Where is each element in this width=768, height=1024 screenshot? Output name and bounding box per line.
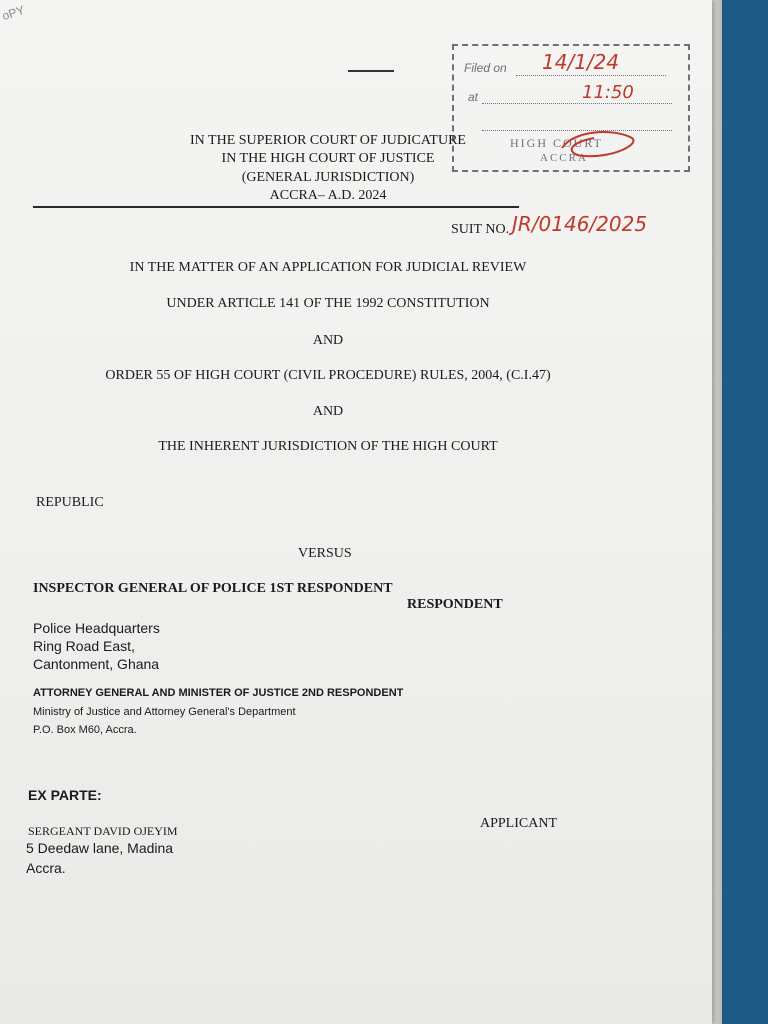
versus-label: VERSUS	[298, 546, 352, 561]
stamp-court-line: HIGH COURT	[510, 136, 603, 150]
header-line-2: IN THE HIGH COURT OF JUSTICE	[221, 151, 435, 166]
first-respondent-name: INSPECTOR GENERAL OF POLICE 1ST RESPONDENT	[33, 581, 393, 596]
corner-mark: oPY	[0, 2, 27, 24]
stamp-city-line: ACCRA	[540, 152, 588, 164]
matter-line-1: IN THE MATTER OF AN APPLICATION FOR JUDICIAL REVIEW	[129, 260, 527, 275]
header-line-4: ACCRA– A.D. 2024	[269, 188, 387, 203]
second-respondent-name: ATTORNEY GENERAL AND MINISTER OF JUSTICE 2ND RESPONDENT	[33, 687, 404, 699]
matter-and-1: AND	[312, 333, 344, 348]
suit-number: JR/0146/2025	[512, 212, 648, 236]
second-respondent-address-2: P.O. Box M60, Accra.	[33, 724, 137, 736]
applicant-address-2: Accra.	[26, 860, 66, 876]
applicant-role: APPLICANT	[480, 816, 558, 831]
first-respondent-role: RESPONDENT	[407, 597, 503, 612]
first-respondent-address-3: Cantonment, Ghana	[33, 656, 160, 672]
republic-label: REPUBLIC	[36, 495, 104, 510]
applicant-name: SERGEANT DAVID OJEYIM	[28, 824, 178, 838]
stamp-handwritten-time: 11:50	[582, 82, 634, 103]
matter-line-4: THE INHERENT JURISDICTION OF THE HIGH COURT	[158, 439, 498, 454]
header-line-3: (GENERAL JURISDICTION)	[241, 170, 415, 185]
suit-label: SUIT NO.	[451, 222, 510, 237]
signature-scribble-icon	[554, 126, 640, 162]
first-respondent-address-1: Police Headquarters	[33, 620, 160, 636]
second-respondent-address-1: Ministry of Justice and Attorney General's Department	[33, 706, 296, 718]
header-rule	[33, 206, 519, 208]
matter-line-3: ORDER 55 OF HIGH COURT (CIVIL PROCEDURE) RULES, 2004, (C.I.47)	[105, 368, 551, 383]
applicant-address-1: 5 Deedaw lane, Madina	[26, 840, 174, 856]
stamp-at-label: at	[468, 90, 479, 104]
matter-and-2: AND	[312, 404, 344, 419]
top-dash	[348, 70, 394, 72]
header-line-1: IN THE SUPERIOR COURT OF JUDICATURE	[190, 133, 466, 148]
stamp-handwritten-date: 14/1/24	[542, 50, 620, 74]
first-respondent-address-2: Ring Road East,	[33, 638, 135, 654]
ex-parte-label: EX PARTE:	[28, 787, 102, 803]
matter-line-2: UNDER ARTICLE 141 OF THE 1992 CONSTITUTION	[166, 296, 490, 311]
stamp-filed-on-label: Filed on	[464, 61, 507, 75]
